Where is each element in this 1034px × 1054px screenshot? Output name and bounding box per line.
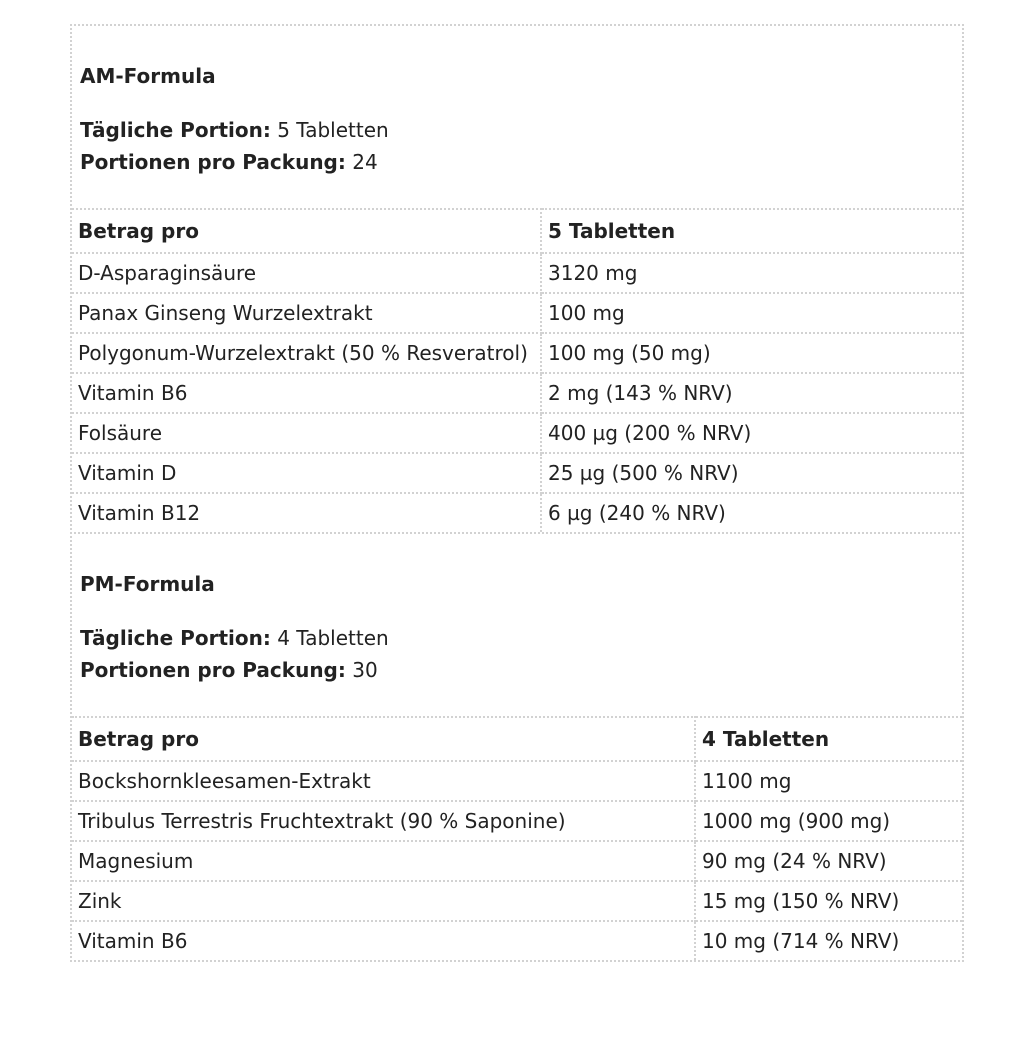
ingredient-name: Vitamin B6	[72, 921, 695, 960]
ingredient-amount: 15 mg (150 % NRV)	[695, 881, 962, 921]
ingredient-name: Panax Ginseng Wurzelextrakt	[72, 293, 541, 333]
column-header: Betrag pro	[72, 717, 695, 761]
table-row	[72, 373, 962, 413]
pm-formula-title: PM-Formula	[80, 572, 215, 596]
pm-formula-section	[70, 532, 964, 962]
ingredient-name: Folsäure	[72, 413, 541, 453]
ingredient-amount: 400 µg (200 % NRV)	[541, 413, 962, 453]
ingredient-amount: 90 mg (24 % NRV)	[695, 841, 962, 881]
table-row	[72, 921, 962, 960]
am-formula-title: AM-Formula	[80, 64, 216, 88]
supplement-facts	[70, 24, 964, 962]
pm-daily-portion-label: Tägliche Portion:	[80, 626, 271, 650]
ingredient-amount: 100 mg	[541, 293, 962, 333]
table-row	[72, 333, 962, 373]
ingredient-amount: 3120 mg	[541, 253, 962, 293]
ingredient-amount: 6 µg (240 % NRV)	[541, 493, 962, 532]
pm-servings-label: Portionen pro Packung:	[80, 658, 346, 682]
am-formula-header	[72, 26, 962, 208]
am-servings-label: Portionen pro Packung:	[80, 150, 346, 174]
ingredient-name: D-Asparaginsäure	[72, 253, 541, 293]
column-header: Betrag pro	[72, 209, 541, 253]
pm-formula-header	[72, 534, 962, 716]
table-row	[72, 801, 962, 841]
am-formula-section	[70, 24, 964, 534]
ingredient-amount: 100 mg (50 mg)	[541, 333, 962, 373]
am-servings-per-pack	[80, 146, 954, 178]
ingredient-name: Polygonum-Wurzelextrakt (50 % Resveratrol)	[72, 333, 541, 373]
ingredient-name: Bockshornkleesamen-Extrakt	[72, 761, 695, 801]
table-row	[72, 293, 962, 333]
ingredient-amount: 10 mg (714 % NRV)	[695, 921, 962, 960]
ingredient-name: Vitamin B12	[72, 493, 541, 532]
ingredient-name: Magnesium	[72, 841, 695, 881]
table-row	[72, 761, 962, 801]
table-row	[72, 413, 962, 453]
pm-daily-portion-value: 4 Tabletten	[277, 626, 389, 650]
column-header: 5 Tabletten	[541, 209, 962, 253]
am-servings-value: 24	[352, 150, 378, 174]
ingredient-name: Vitamin B6	[72, 373, 541, 413]
ingredient-amount: 1000 mg (900 mg)	[695, 801, 962, 841]
am-daily-portion-label: Tägliche Portion:	[80, 118, 271, 142]
table-header-row	[72, 209, 962, 253]
am-nutrition-table	[72, 208, 962, 532]
ingredient-name: Zink	[72, 881, 695, 921]
pm-servings-value: 30	[352, 658, 378, 682]
pm-daily-portion	[80, 622, 954, 654]
am-daily-portion-value: 5 Tabletten	[277, 118, 389, 142]
pm-nutrition-table	[72, 716, 962, 960]
ingredient-amount: 25 µg (500 % NRV)	[541, 453, 962, 493]
table-row	[72, 841, 962, 881]
column-header: 4 Tabletten	[695, 717, 962, 761]
ingredient-name: Tribulus Terrestris Fruchtextrakt (90 % Saponine)	[72, 801, 695, 841]
ingredient-name: Vitamin D	[72, 453, 541, 493]
table-row	[72, 253, 962, 293]
ingredient-amount: 1100 mg	[695, 761, 962, 801]
table-row	[72, 493, 962, 532]
table-row	[72, 881, 962, 921]
table-row	[72, 453, 962, 493]
pm-servings-per-pack	[80, 654, 954, 686]
table-header-row	[72, 717, 962, 761]
am-daily-portion	[80, 114, 954, 146]
ingredient-amount: 2 mg (143 % NRV)	[541, 373, 962, 413]
